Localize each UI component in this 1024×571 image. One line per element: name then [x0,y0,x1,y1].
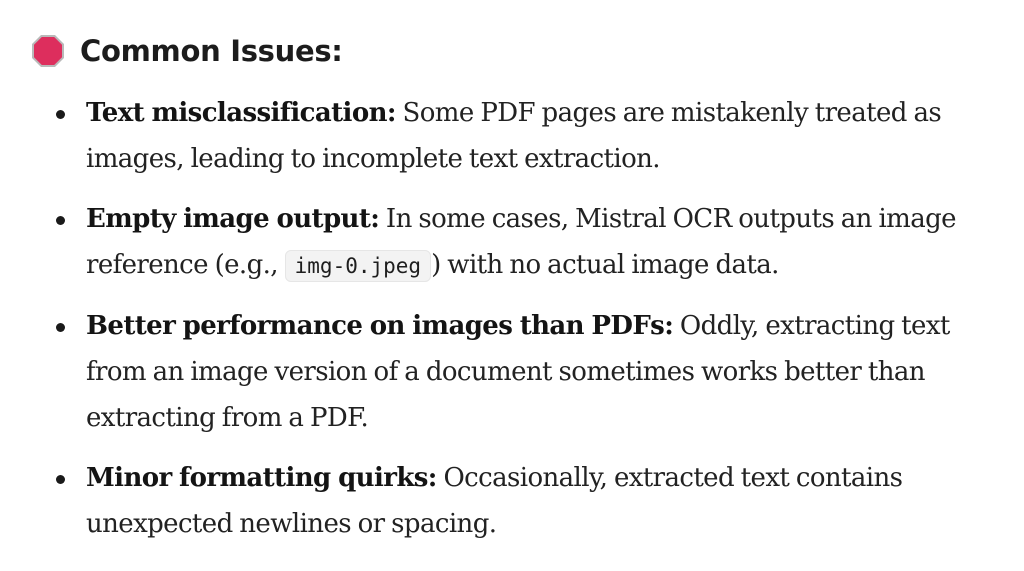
list-item [56,90,1006,182]
issue-text: Occasionally, extracted text contains unexpected newlines or spacing. [86,463,903,539]
bullet-icon [56,216,65,225]
section-heading [30,28,343,74]
stop-sign-icon [30,33,66,69]
bullet-icon [56,323,65,332]
issue-title: Empty image output: [86,204,380,234]
issue-title: Better performance on images than PDFs: [86,311,674,341]
bullet-icon [56,110,65,119]
list-item [56,303,1006,441]
issues-list [56,90,1006,561]
issue-text: Oddly, extracting text from an image version of a document sometimes works better than extracting from a PDF. [86,311,950,433]
inline-code: img-0.jpeg [285,250,431,282]
issue-text: In some cases, Mistral OCR outputs an image reference (e.g., [86,204,956,280]
issue-title: Text misclassification: [86,98,396,128]
issue-text: Some PDF pages are mistakenly treated as images, leading to incomplete text extraction. [86,98,942,174]
issue-text-after: ) with no actual image data. [431,250,779,280]
list-item [56,455,1006,547]
list-item [56,196,1006,289]
issue-title: Minor formatting quirks: [86,463,437,493]
bullet-icon [56,475,65,484]
section-title: Common Issues: [80,34,343,68]
